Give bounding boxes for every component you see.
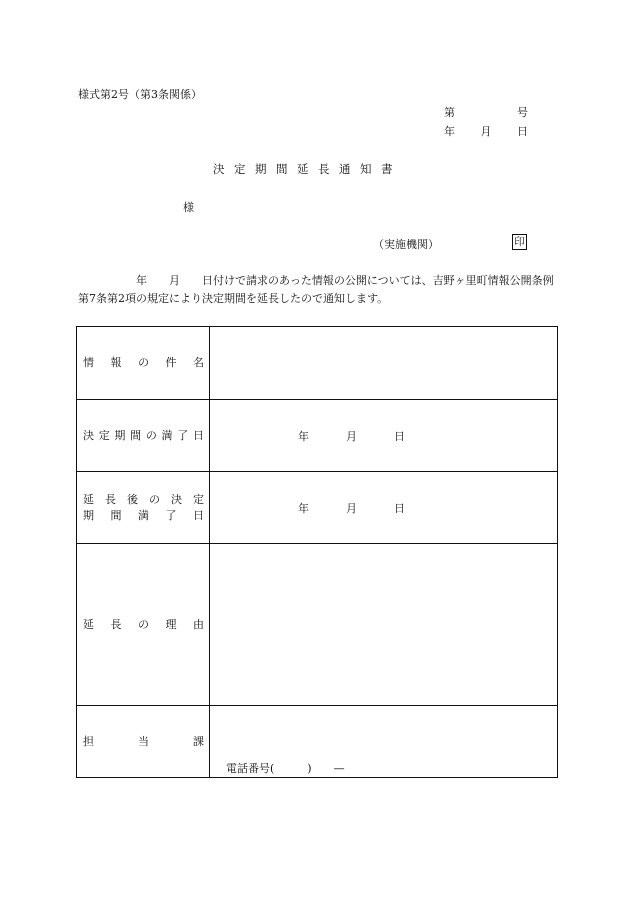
label-char: 定 — [193, 492, 204, 506]
issue-date-line — [444, 123, 528, 139]
label-char: 後 — [127, 492, 138, 506]
label-char: 課 — [193, 734, 204, 748]
label-char: 了 — [177, 428, 189, 442]
deadline-day: 日 — [394, 429, 405, 443]
title-char: 通 — [339, 162, 360, 176]
label-char: 理 — [165, 617, 177, 631]
label-char: 満 — [161, 428, 173, 442]
issue-day: 日 — [517, 125, 528, 138]
table-row-deadline — [77, 400, 558, 472]
table-row-subject — [77, 327, 558, 400]
label-reason — [77, 544, 210, 706]
title-char: 定 — [234, 162, 255, 176]
title-char: 決 — [213, 162, 234, 176]
label-char: 期 — [83, 508, 94, 522]
seal-mark: 印 — [512, 234, 527, 250]
label-line — [83, 428, 204, 444]
label-char: 担 — [83, 734, 94, 748]
label-subject — [77, 327, 210, 400]
label-line — [83, 508, 204, 524]
label-char: 長 — [110, 617, 122, 631]
extended-month: 月 — [346, 501, 357, 515]
notice-body — [78, 272, 555, 308]
label-char: 了 — [165, 508, 177, 522]
label-char: 延 — [83, 492, 94, 506]
deadline-month: 月 — [346, 429, 357, 443]
reason-field[interactable] — [210, 544, 558, 706]
label-char: 名 — [193, 356, 204, 369]
title-char: 書 — [381, 162, 402, 176]
label-char: 報 — [110, 356, 122, 369]
phone-number: 電話番号( ) — — [226, 762, 345, 775]
label-char: 延 — [83, 617, 94, 631]
extended-year: 年 — [298, 501, 309, 515]
label-department — [77, 706, 210, 778]
label-char: 満 — [138, 508, 149, 522]
label-char: 日 — [193, 508, 204, 522]
label-char: 決 — [83, 428, 94, 442]
title-char: 知 — [360, 162, 381, 176]
label-char: 由 — [193, 617, 204, 631]
label-char: 長 — [105, 492, 116, 506]
extended-deadline-field[interactable] — [210, 472, 558, 544]
extended-day: 日 — [394, 501, 405, 515]
issue-year: 年 — [444, 125, 455, 138]
table-row-department — [77, 706, 558, 778]
label-char: 日 — [192, 428, 204, 442]
label-char: の — [138, 356, 149, 369]
label-char: の — [138, 617, 149, 631]
label-char: 期 — [114, 428, 126, 442]
number-prefix: 第 — [444, 106, 455, 119]
extended-deadline-date — [298, 500, 405, 516]
body-month: 月 — [169, 274, 180, 287]
title-char: 長 — [318, 162, 339, 176]
label-char: 決 — [171, 492, 182, 506]
number-suffix: 号 — [517, 106, 528, 119]
title-char: 期 — [255, 162, 276, 176]
label-deadline — [77, 400, 210, 472]
info-table — [76, 326, 558, 778]
issue-month: 月 — [480, 125, 492, 138]
label-char: 件 — [165, 356, 177, 369]
label-char: 当 — [138, 734, 149, 748]
label-line — [83, 734, 204, 750]
document-number-line — [444, 104, 528, 120]
department-field[interactable] — [210, 706, 558, 778]
subject-field[interactable] — [210, 327, 558, 400]
label-line — [83, 355, 204, 371]
label-char: 情 — [83, 356, 94, 369]
document-title — [213, 161, 402, 177]
deadline-field[interactable] — [210, 400, 558, 472]
label-extended-deadline — [77, 472, 210, 544]
table-row-extended-deadline — [77, 472, 558, 544]
addressee-suffix: 様 — [183, 201, 194, 214]
form-code: 様式第2号（第3条関係） — [78, 88, 202, 101]
label-line — [83, 492, 204, 508]
deadline-year: 年 — [298, 429, 309, 443]
label-char: 定 — [98, 428, 110, 442]
label-char: の — [149, 492, 160, 506]
label-line — [83, 617, 204, 633]
title-char: 間 — [276, 162, 297, 176]
label-char: 間 — [130, 428, 142, 442]
title-char: 延 — [297, 162, 318, 176]
label-char: 間 — [110, 508, 122, 522]
body-text: 日付けで請求のあった情報の公開については、吉野ヶ里町情報公開条例第7条第2項の規定により決定期間を延長したので通知します。 — [78, 274, 554, 305]
table-row-reason — [77, 544, 558, 706]
agency-label: （実施機関） — [373, 238, 439, 251]
body-year: 年 — [136, 274, 147, 287]
label-char: の — [145, 428, 157, 442]
deadline-date — [298, 428, 405, 444]
